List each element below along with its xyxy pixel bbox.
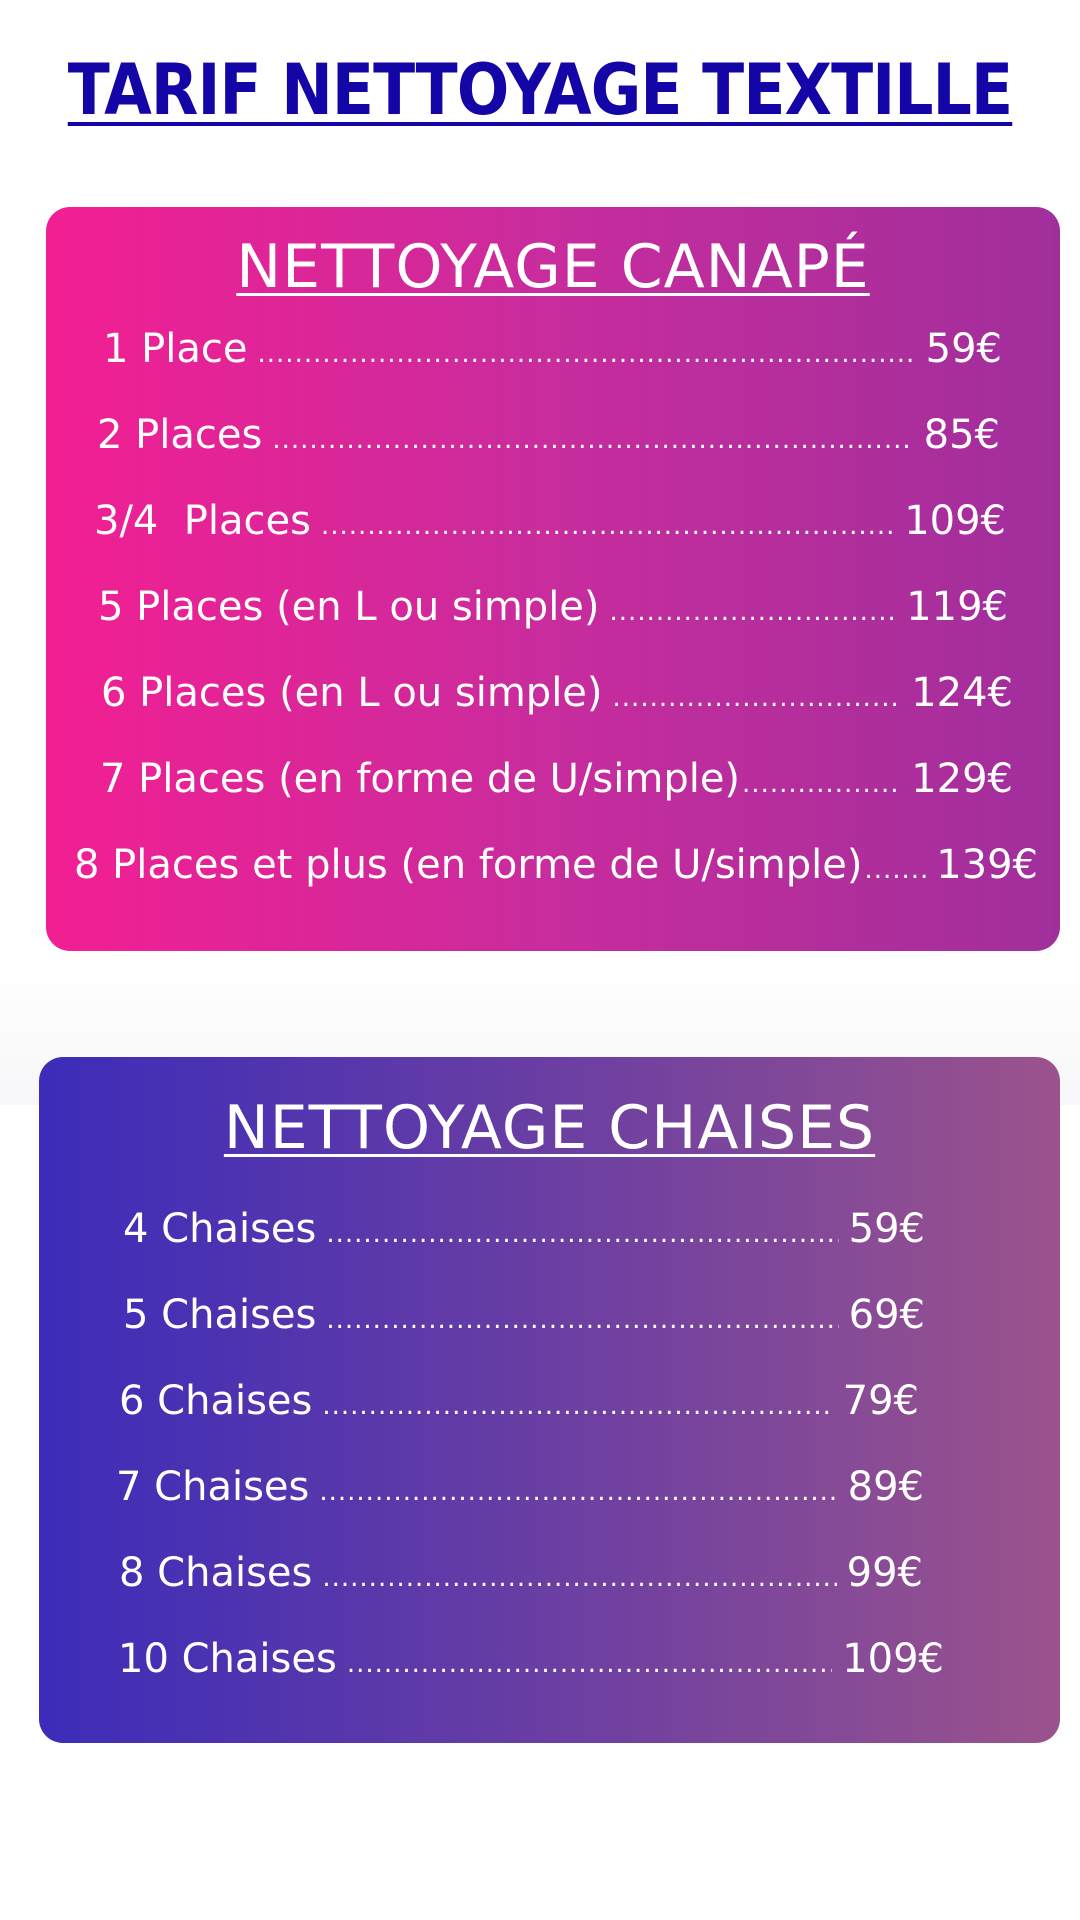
chaises-item-label: 8 Chaises (119, 1550, 313, 1596)
canape-price-row (74, 842, 1038, 888)
dot-leader (321, 513, 894, 539)
dot-leader (322, 1565, 836, 1591)
chaises-item-label: 6 Chaises (119, 1378, 313, 1424)
canape-item-price: 59€ (925, 326, 1002, 372)
canape-item-label: 7 Places (en forme de U/simple) (100, 756, 741, 802)
chaises-item-price: 99€ (846, 1550, 923, 1596)
canape-item-price: 119€ (906, 584, 1008, 630)
page-title: TARIF NETTOYAGE TEXTILLE (67, 49, 1013, 131)
dot-leader (610, 599, 897, 625)
dot-leader (326, 1307, 838, 1333)
canape-price-row (103, 326, 1002, 372)
canape-item-label: 2 Places (97, 412, 263, 458)
canape-item-price: 85€ (923, 412, 1000, 458)
dot-leader (258, 341, 916, 367)
canape-item-price: 139€ (936, 842, 1038, 888)
chaises-item-label: 10 Chaises (118, 1636, 337, 1682)
dot-leader (326, 1221, 838, 1247)
canape-price-row (94, 498, 1006, 544)
chaises-item-price: 59€ (848, 1206, 925, 1252)
chaises-price-row (118, 1636, 944, 1682)
chaises-item-label: 4 Chaises (123, 1206, 317, 1252)
chaises-price-row (123, 1292, 925, 1338)
chaises-price-card (39, 1057, 1060, 1743)
chaises-price-row (119, 1378, 919, 1424)
dot-leader (319, 1479, 837, 1505)
dot-leader (322, 1393, 832, 1419)
canape-item-price: 129€ (911, 756, 1013, 802)
canape-item-label: 1 Place (103, 326, 248, 372)
chaises-item-label: 5 Chaises (123, 1292, 317, 1338)
dot-leader (347, 1651, 832, 1677)
chaises-item-price: 89€ (847, 1464, 924, 1510)
canape-section-title: NETTOYAGE CANAPÉ (236, 232, 870, 302)
canape-price-row (98, 584, 1008, 630)
canape-item-label: 3/4 Places (94, 498, 311, 544)
chaises-item-price: 69€ (848, 1292, 925, 1338)
chaises-item-price: 79€ (842, 1378, 919, 1424)
canape-item-price: 124€ (911, 670, 1013, 716)
chaises-price-row (123, 1206, 925, 1252)
dot-leader (613, 685, 902, 711)
dot-leader (272, 427, 913, 453)
chaises-item-price: 109€ (842, 1636, 944, 1682)
dot-leader (742, 771, 901, 797)
canape-price-row (101, 670, 1013, 716)
canape-price-row (100, 756, 1013, 802)
chaises-item-label: 7 Chaises (116, 1464, 310, 1510)
dot-leader (864, 857, 926, 883)
canape-item-label: 5 Places (en L ou simple) (98, 584, 600, 630)
canape-item-label: 6 Places (en L ou simple) (101, 670, 603, 716)
chaises-price-row (116, 1464, 924, 1510)
canape-price-row (97, 412, 1000, 458)
chaises-price-row (119, 1550, 923, 1596)
canape-item-price: 109€ (904, 498, 1006, 544)
chaises-section-title: NETTOYAGE CHAISES (223, 1093, 876, 1163)
canape-price-card (46, 207, 1060, 951)
canape-item-label: 8 Places et plus (en forme de U/simple) (74, 842, 863, 888)
